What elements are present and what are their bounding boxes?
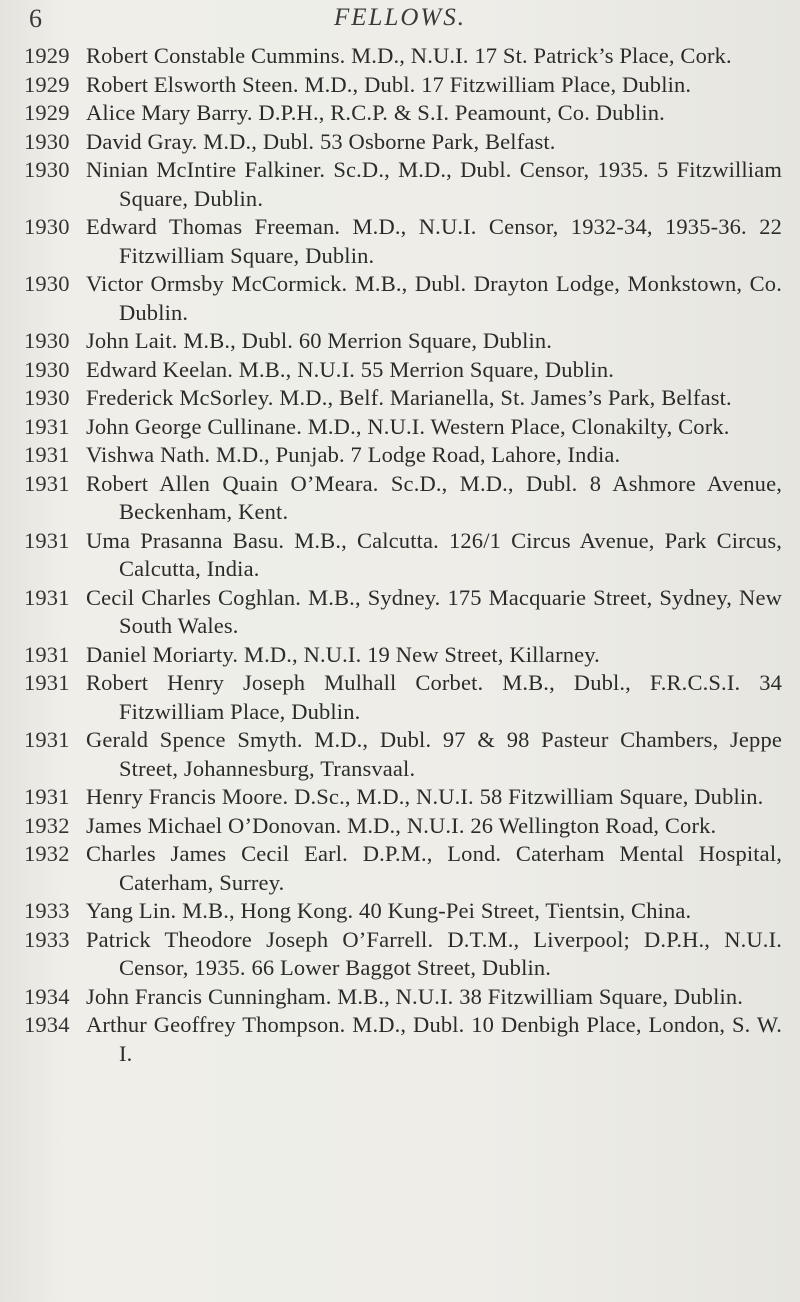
fellow-entry [0, 527, 800, 584]
fellow-entry [0, 1011, 800, 1068]
entry-year: 1929 [24, 71, 70, 97]
entry-text: Frederick McSorley. M.D., Belf. Marianella, St. James’s Park, Belfast. [86, 385, 732, 410]
fellow-entry [0, 327, 800, 356]
entry-year: 1932 [24, 812, 70, 838]
entry-text: Edward Thomas Freeman. M.D., N.U.I. Censor, 1932-34, 1935-36. 22 Fitzwilliam Square, Dublin. [86, 214, 782, 268]
entry-text: Ninian McIntire Falkiner. Sc.D., M.D., Dubl. Censor, 1935. 5 Fitzwilliam Square, Dublin. [86, 157, 782, 211]
entry-text: John George Cullinane. M.D., N.U.I. Western Place, Clonakilty, Cork. [86, 413, 730, 439]
entry-year: 1930 [24, 157, 70, 182]
entry-year: 1930 [24, 128, 70, 154]
entry-year: 1933 [24, 898, 70, 923]
entry-text: Patrick Theodore Joseph O’Farrell. D.T.M., Liverpool; D.P.H., N.U.I. Censor, 1935. 66 Lower Baggot Street, Dublin. [86, 926, 782, 980]
fellow-entry [0, 926, 800, 983]
entry-year: 1931 [24, 727, 70, 752]
fellow-entry [0, 641, 800, 670]
fellow-entry [0, 783, 800, 812]
fellow-entry [0, 270, 800, 327]
entry-text: Robert Allen Quain O’Meara. Sc.D., M.D., Dubl. 8 Ashmore Avenue, Beckenham, Kent. [86, 470, 782, 524]
entry-text: Charles James Cecil Earl. D.P.M., Lond. Caterham Mental Hospital, Caterham, Surrey. [86, 841, 782, 895]
entry-year: 1931 [24, 413, 70, 439]
fellows-list [0, 42, 800, 1068]
entry-year: 1931 [24, 470, 70, 496]
entry-text: John Lait. M.B., Dubl. 60 Merrion Square, Dublin. [86, 328, 553, 353]
fellow-entry [0, 384, 800, 413]
fellow-entry [0, 156, 800, 213]
fellow-entry [0, 99, 800, 128]
fellow-entry [0, 128, 800, 157]
entry-text: Gerald Spence Smyth. M.D., Dubl. 97 & 98 Pasteur Chambers, Jeppe Street, Johannesburg, Transvaal. [86, 727, 782, 781]
entry-text: James Michael O’Donovan. M.D., N.U.I. 26 Wellington Road, Cork. [86, 812, 717, 838]
entry-year: 1931 [24, 784, 70, 809]
entry-text: Uma Prasanna Basu. M.B., Calcutta. 126/1 Circus Avenue, Park Circus, Calcutta, India. [86, 527, 782, 581]
entry-year: 1933 [24, 926, 70, 952]
fellow-entry [0, 413, 800, 442]
fellow-entry [0, 71, 800, 100]
entry-year: 1929 [24, 100, 70, 125]
entry-text: Robert Henry Joseph Mulhall Corbet. M.B., Dubl., F.R.C.S.I. 34 Fitzwilliam Place, Dublin. [86, 670, 782, 724]
page-header [0, 4, 800, 44]
entry-text: David Gray. M.D., Dubl. 53 Osborne Park, Belfast. [86, 128, 556, 154]
entry-year: 1930 [24, 214, 70, 239]
entry-year: 1930 [24, 328, 70, 353]
fellow-entry [0, 441, 800, 470]
entry-year: 1932 [24, 841, 70, 866]
fellow-entry [0, 42, 800, 71]
entry-text: Arthur Geoffrey Thompson. M.D., Dubl. 10 Denbigh Place, London, S. W. I. [86, 1012, 782, 1066]
entry-text: Daniel Moriarty. M.D., N.U.I. 19 New Street, Killarney. [86, 641, 600, 667]
entry-year: 1931 [24, 584, 70, 610]
fellow-entry [0, 812, 800, 841]
entry-text: Alice Mary Barry. D.P.H., R.C.P. & S.I. Peamount, Co. Dublin. [86, 100, 665, 125]
entry-text: Yang Lin. M.B., Hong Kong. 40 Kung-Pei Street, Tientsin, China. [86, 898, 692, 923]
running-title: FELLOWS. [334, 4, 466, 31]
entry-year: 1931 [24, 670, 70, 695]
entry-year: 1930 [24, 356, 70, 382]
entry-text: Edward Keelan. M.B., N.U.I. 55 Merrion Square, Dublin. [86, 356, 614, 382]
entry-year: 1931 [24, 527, 70, 553]
fellow-entry [0, 897, 800, 926]
entry-year: 1929 [24, 43, 70, 68]
fellow-entry [0, 669, 800, 726]
entry-year: 1930 [24, 271, 70, 296]
entry-text: Robert Elsworth Steen. M.D., Dubl. 17 Fitzwilliam Place, Dublin. [86, 71, 692, 97]
entry-year: 1930 [24, 385, 70, 410]
entry-text: Cecil Charles Coghlan. M.B., Sydney. 175 Macquarie Street, Sydney, New South Wales. [86, 584, 782, 638]
entry-text: Vishwa Nath. M.D., Punjab. 7 Lodge Road, Lahore, India. [86, 442, 621, 467]
fellow-entry [0, 584, 800, 641]
entry-text: Victor Ormsby McCormick. M.B., Dubl. Drayton Lodge, Monkstown, Co. Dublin. [86, 271, 782, 325]
entry-text: Henry Francis Moore. D.Sc., M.D., N.U.I. 58 Fitzwilliam Square, Dublin. [86, 784, 764, 809]
entry-text: Robert Constable Cummins. M.D., N.U.I. 17 St. Patrick’s Place, Cork. [86, 43, 732, 68]
entry-text: John Francis Cunningham. M.B., N.U.I. 38 Fitzwilliam Square, Dublin. [86, 983, 744, 1009]
fellow-entry [0, 840, 800, 897]
fellow-entry [0, 726, 800, 783]
page-number: 6 [29, 4, 42, 33]
fellow-entry [0, 470, 800, 527]
entry-year: 1934 [24, 983, 70, 1009]
fellow-entry [0, 213, 800, 270]
entry-year: 1934 [24, 1012, 70, 1037]
entry-year: 1931 [24, 442, 70, 467]
fellow-entry [0, 356, 800, 385]
entry-year: 1931 [24, 641, 70, 667]
fellow-entry [0, 983, 800, 1012]
